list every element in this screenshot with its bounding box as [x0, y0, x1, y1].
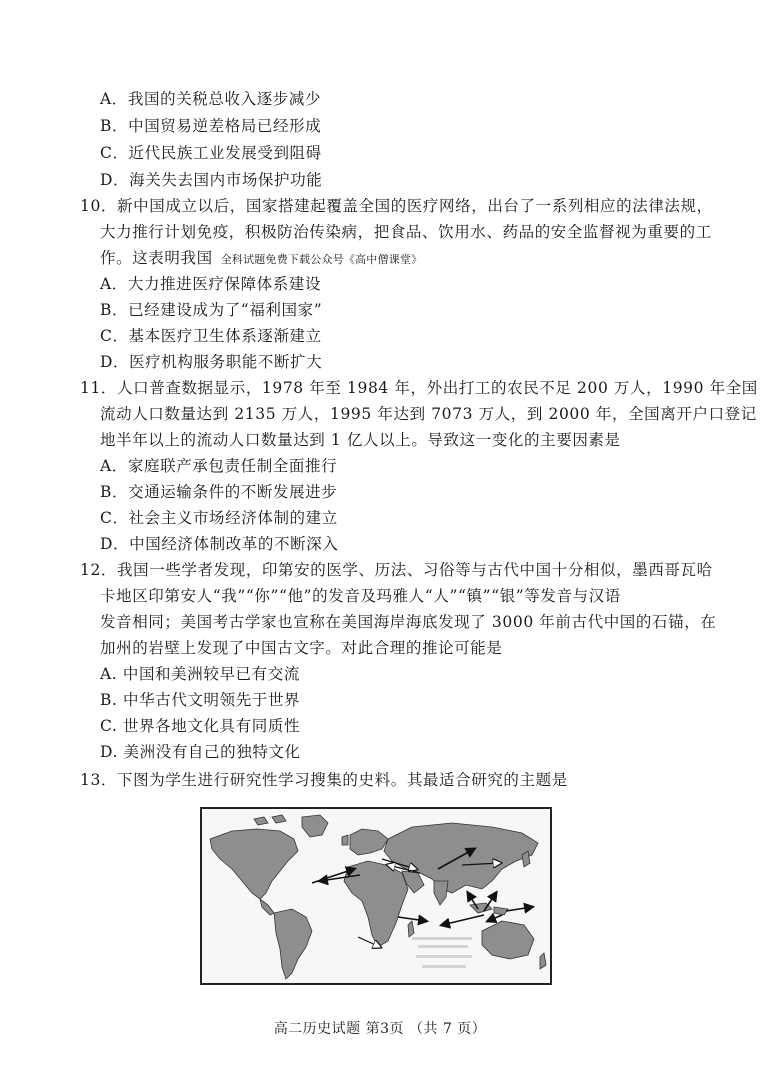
- q11-option-b: B．交通运输条件的不断发展进步: [100, 483, 338, 501]
- q12-option-a: A. 中国和美洲较早已有交流: [100, 665, 300, 683]
- q12-stem-line-2: 卡地区印第安人“我”“你”“他”的发音及玛雅人“人”“镇”“银”等发音与汉语: [100, 587, 621, 605]
- q9-option-b: B．中国贸易逆差格局已经形成: [100, 117, 322, 135]
- q12-stem-line-3: 发音相同；美国考古学家也宣称在美国海岸海底发现了 3000 年前古代中国的石锚，在: [100, 613, 717, 631]
- world-map-figure: [200, 807, 552, 985]
- q10-stem-line-2: 大力推行计划免疫，积极防治传染病，把食品、饮用水、药品的安全监督视为重要的工: [100, 223, 712, 241]
- q13-stem: 13．下图为学生进行研究性学习搜集的史料。其最适合研究的主题是: [80, 771, 568, 789]
- q11-option-a: A．家庭联产承包责任制全面推行: [100, 457, 338, 475]
- world-map-image: [202, 809, 550, 983]
- q11-stem-line-1: 11．人口普查数据显示，1978 年至 1984 年，外出打工的农民不足 200 万人，1990 年全国: [80, 379, 758, 397]
- q10-stem-text: 作。这表明我国: [100, 249, 213, 267]
- q12-option-c: C. 世界各地文化具有同质性: [100, 717, 301, 735]
- q9-option-a: A．我国的关税总收入逐步减少: [100, 90, 322, 108]
- q11-option-d: D．中国经济体制改革的不断深入: [100, 535, 339, 553]
- q11-stem-line-3: 地半年以上的流动人口数量达到 1 亿人以上。导致这一变化的主要因素是: [100, 431, 621, 449]
- q10-option-a: A．大力推进医疗保障体系建设: [100, 275, 322, 293]
- q11-option-c: C．社会主义市场经济体制的建立: [100, 509, 338, 527]
- q10-option-d: D．医疗机构服务职能不断扩大: [100, 353, 323, 371]
- q10-stem-line-3: [100, 248, 422, 270]
- q10-watermark-note: 全科试题免费下载公众号《高中僧课堂》: [220, 253, 423, 266]
- q9-option-d: D．海关失去国内市场保护功能: [100, 171, 323, 189]
- page-footer: 高二历史试题 第3页 （共 7 页）: [273, 1021, 487, 1037]
- q10-stem-line-1: 10．新中国成立以后，国家搭建起覆盖全国的医疗网络，出台了一系列相应的法律法规，: [80, 197, 713, 215]
- q10-option-b: B．已经建设成为了“福利国家”: [100, 301, 323, 319]
- q11-stem-line-2: 流动人口数量达到 2135 万人，1995 年达到 7073 万人，到 2000 年，全国离开户口登记: [100, 405, 757, 423]
- q12-stem-line-1: 12．我国一些学者发现，印第安的医学、历法、习俗等与古代中国十分相似，墨西哥瓦哈: [80, 561, 713, 579]
- q12-option-b: B. 中华古代文明领先于世界: [100, 691, 301, 709]
- q12-option-d: D. 美洲没有自己的独特文化: [100, 743, 301, 761]
- q9-option-c: C．近代民族工业发展受到阻碍: [100, 144, 322, 162]
- q12-stem-line-4: 加州的岩壁上发现了中国古文字。对此合理的推论可能是: [100, 639, 503, 657]
- q10-option-c: C．基本医疗卫生体系逐渐建立: [100, 327, 322, 345]
